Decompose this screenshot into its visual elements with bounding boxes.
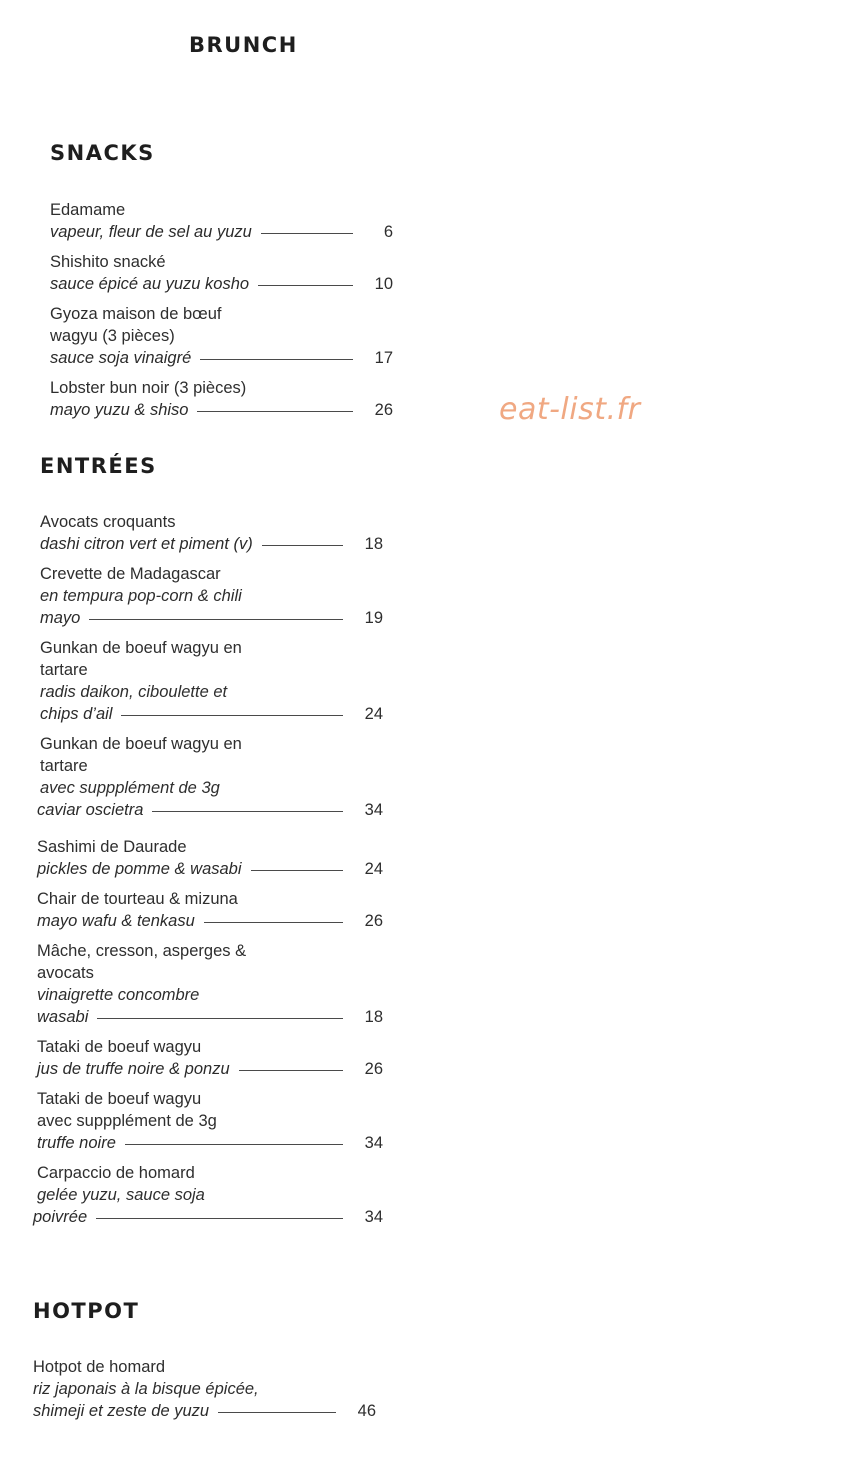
item-description: en tempura pop-corn & chili (40, 587, 242, 605)
item-name: Sashimi de Daurade (37, 838, 187, 856)
item-name: avec suppplément de 3g (37, 1112, 217, 1130)
item-name: Avocats croquants (40, 513, 176, 531)
item-name: Mâche, cresson, asperges & (37, 942, 247, 960)
item-description: chips d’ail (40, 705, 113, 723)
item-price: 26 (364, 1060, 383, 1078)
item-name: Tataki de boeuf wagyu (37, 1038, 202, 1056)
item-price-row (33, 1206, 393, 1228)
item-name: wagyu (3 pièces) (50, 327, 175, 345)
item-name: Hotpot de homard (33, 1358, 166, 1376)
menu-item (50, 303, 403, 369)
item-description: vapeur, fleur de sel au yuzu (50, 223, 252, 241)
item-name: Crevette de Madagascar (40, 565, 221, 583)
item-price-row (37, 1132, 393, 1154)
leader-line (200, 359, 353, 360)
menu-item (37, 1036, 393, 1080)
leader-line (261, 233, 353, 234)
section-heading: HOTPOT (33, 1299, 140, 1323)
item-name: Gyoza maison de bœuf (50, 305, 222, 323)
leader-line (96, 1218, 343, 1219)
menu-item (37, 940, 393, 1028)
item-price: 34 (364, 801, 383, 819)
item-price-row (37, 799, 393, 821)
item-description: mayo wafu & tenkasu (37, 912, 195, 930)
item-price-row (40, 533, 393, 555)
section-heading: SNACKS (50, 141, 155, 165)
item-description: pickles de pomme & wasabi (37, 860, 242, 878)
item-description: sauce soja vinaigré (50, 349, 192, 367)
menu-item (37, 1088, 393, 1154)
item-description: gelée yuzu, sauce soja (37, 1186, 205, 1204)
item-name: Lobster bun noir (3 pièces) (50, 379, 247, 397)
item-description: vinaigrette concombre (37, 986, 200, 1004)
item-description: sauce épicé au yuzu kosho (50, 275, 250, 293)
item-price: 34 (364, 1134, 383, 1152)
item-name: tartare (40, 757, 88, 775)
item-name: avocats (37, 964, 94, 982)
item-price: 26 (364, 912, 383, 930)
menu-item (50, 251, 403, 295)
item-price-row (40, 607, 393, 629)
item-name: Edamame (50, 201, 126, 219)
item-price: 46 (357, 1402, 376, 1420)
item-description: caviar oscietra (37, 801, 144, 819)
item-price: 6 (383, 223, 393, 241)
menu-item (37, 888, 393, 932)
item-price-row (37, 858, 393, 880)
watermark: eat-list.fr (499, 392, 641, 427)
item-name: Chair de tourteau & mizuna (37, 890, 238, 908)
leader-line (258, 285, 353, 286)
item-name: tartare (40, 661, 88, 679)
leader-line (197, 411, 353, 412)
item-price-row (37, 910, 393, 932)
item-price-row (50, 221, 403, 243)
item-description: wasabi (37, 1008, 89, 1026)
item-description: avec suppplément de 3g (40, 779, 220, 797)
item-price-row (50, 273, 403, 295)
item-name: Tataki de boeuf wagyu (37, 1090, 202, 1108)
item-price: 19 (364, 609, 383, 627)
menu-item (40, 637, 393, 725)
item-description: jus de truffe noire & ponzu (37, 1060, 230, 1078)
item-price: 24 (364, 705, 383, 723)
item-description: dashi citron vert et piment (v) (40, 535, 253, 553)
item-price: 18 (364, 1008, 383, 1026)
item-price-row (50, 347, 403, 369)
item-name: Carpaccio de homard (37, 1164, 195, 1182)
item-description: mayo yuzu & shiso (50, 401, 189, 419)
item-description: shimeji et zeste de yuzu (33, 1402, 210, 1420)
item-price: 24 (364, 860, 383, 878)
menu-item (50, 377, 403, 421)
item-price: 17 (374, 349, 393, 367)
menu-item (37, 733, 393, 821)
menu-item (40, 563, 393, 629)
item-name: Gunkan de boeuf wagyu en (40, 639, 242, 657)
item-price-row (33, 1400, 386, 1422)
item-price-row (37, 1058, 393, 1080)
item-price-row (50, 399, 403, 421)
item-price: 34 (364, 1208, 383, 1226)
item-name: Shishito snacké (50, 253, 166, 271)
menu-item (33, 1162, 393, 1228)
item-price-row (37, 1006, 393, 1028)
leader-line (152, 811, 343, 812)
item-price-row (40, 703, 393, 725)
menu-item (33, 1356, 386, 1422)
item-price: 26 (374, 401, 393, 419)
item-name: Gunkan de boeuf wagyu en (40, 735, 242, 753)
menu-item (40, 511, 393, 555)
menu-title: BRUNCH (189, 33, 298, 57)
leader-line (251, 870, 343, 871)
item-price: 18 (364, 535, 383, 553)
leader-line (262, 545, 343, 546)
item-description: truffe noire (37, 1134, 116, 1152)
item-price: 10 (374, 275, 393, 293)
leader-line (239, 1070, 343, 1071)
item-description: radis daikon, ciboulette et (40, 683, 228, 701)
leader-line (121, 715, 343, 716)
menu-item (37, 836, 393, 880)
item-description: poivrée (33, 1208, 88, 1226)
leader-line (218, 1412, 336, 1413)
item-description: mayo (40, 609, 81, 627)
leader-line (125, 1144, 343, 1145)
leader-line (204, 922, 343, 923)
menu-item (50, 199, 403, 243)
section-heading: ENTRÉES (40, 454, 157, 478)
leader-line (89, 619, 343, 620)
leader-line (97, 1018, 343, 1019)
item-description: riz japonais à la bisque épicée, (33, 1380, 259, 1398)
